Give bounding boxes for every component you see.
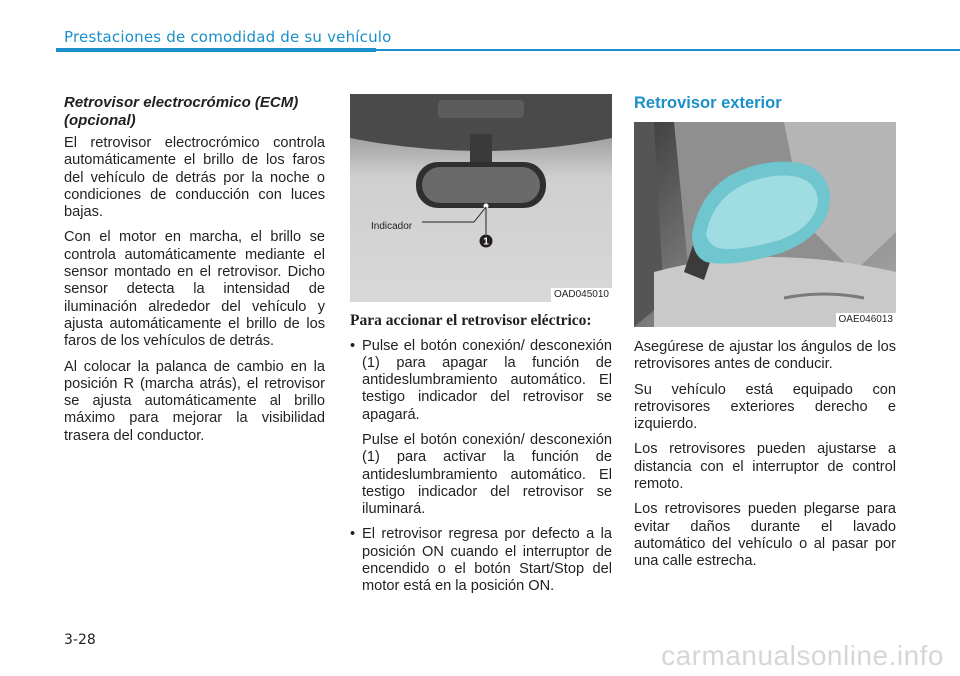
- exterior-mirror-illustration: [634, 122, 896, 327]
- section-header: Prestaciones de comodidad de su vehículo: [64, 28, 392, 46]
- exterior-mirror-figure: [634, 122, 896, 327]
- bullet-item-2: [350, 526, 612, 595]
- page-number: 3-28: [64, 632, 96, 648]
- ecm-mirror-figure: [350, 94, 612, 302]
- bullet-1-text-a: • Pulse el botón conexión/ desconexión (1) para apagar la función de antideslumbramiento automático. El testigo indicador del retrovisor se apagará.: [362, 337, 612, 423]
- exterior-paragraph-3: Los retrovisores pueden ajustarse a distancia con el interruptor de control remoto.: [634, 441, 896, 493]
- column-middle: [350, 94, 612, 604]
- ecm-heading: Retrovisor electrocrómico (ECM) (opcional): [64, 94, 299, 129]
- exterior-paragraph-1: Asegúrese de ajustar los ángulos de los retrovisores antes de conducir.: [634, 339, 896, 373]
- exterior-mirror-heading: Retrovisor exterior: [634, 94, 782, 112]
- ecm-paragraph-3: Al colocar la palanca de cambio en la posición R (marcha atrás), el retrovisor se ajusta automáticamente al brillo máximo para mejorar la visibilidad trasera del conductor.: [64, 358, 325, 444]
- header-rule-thick: [56, 48, 376, 52]
- header-rule-thin: [376, 49, 960, 51]
- bullet-2-text: El retrovisor regresa por defecto a la posición ON cuando el interruptor de encendido o el botón Start/Stop del motor está en la posición ON.: [362, 526, 612, 595]
- ecm-mirror-illustration: [350, 94, 612, 302]
- callout-number-marker: [479, 234, 493, 248]
- bullet-1-text-b: Pulse el botón conexión/ desconexión (1) para activar la función de antideslumbramiento automático. El testigo indicador del retrovisor se iluminará.: [362, 431, 612, 518]
- site-watermark: carmanualsonline.info: [661, 640, 944, 671]
- column-right: [634, 94, 896, 579]
- figure-code-ecm: OAD045010: [551, 288, 612, 302]
- indicator-label: Indicador: [371, 221, 413, 232]
- operate-bullet-list: [350, 338, 612, 596]
- operate-subheading: Para accionar el retrovisor eléctrico:: [350, 312, 592, 329]
- ecm-paragraph-2: Con el motor en marcha, el brillo se controla automáticamente mediante el sensor montado en el retrovisor. Dicho sensor detecta la intensidad de iluminación alrededor del vehículo y ajusta automáticamente el brillo de los faros de los vehículos de detrás.: [64, 229, 325, 350]
- exterior-paragraph-2: Su vehículo está equipado con retrovisores exteriores derecho e izquierdo.: [634, 381, 896, 433]
- exterior-paragraph-4: Los retrovisores pueden plegarse para evitar daños durante el lavado automático del vehículo o al pasar por una calle estrecha.: [634, 501, 896, 570]
- callout-number: 1: [483, 236, 489, 248]
- column-left: [64, 94, 325, 453]
- bullet-item-1: [350, 338, 612, 519]
- ecm-paragraph-1: El retrovisor electrocrómico controla automáticamente el brillo de los faros del vehículo de detrás por la noche o condiciones de conducción con luces bajas.: [64, 135, 325, 221]
- figure-code-exterior: OAE046013: [836, 313, 897, 327]
